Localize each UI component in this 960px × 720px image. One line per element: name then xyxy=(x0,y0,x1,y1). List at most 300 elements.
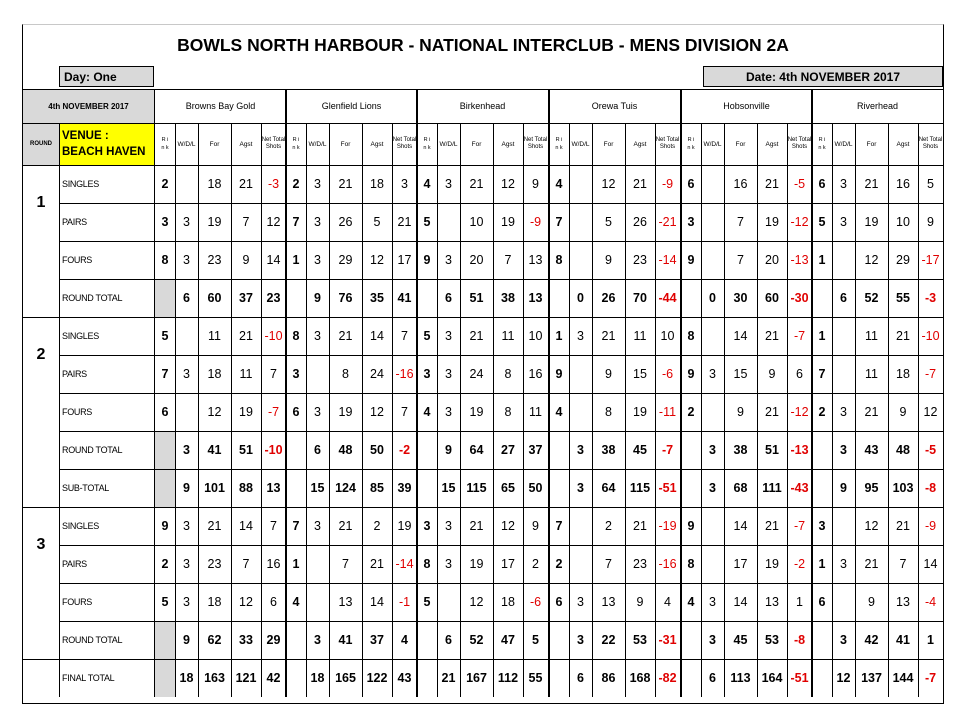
cell-wdl xyxy=(569,507,592,545)
cell-rink xyxy=(812,431,832,469)
cell-agst: 38 xyxy=(501,291,515,305)
cell-net-shots: -43 xyxy=(790,481,809,495)
round-number: 3 xyxy=(36,536,46,553)
cell-for: 51 xyxy=(469,291,484,305)
cell-wdl: 9 xyxy=(445,443,452,457)
cell-wdl: 0 xyxy=(709,291,716,305)
cell-for: 21 xyxy=(601,329,616,343)
cell-agst: 14 xyxy=(370,595,384,609)
row-label: FOURS xyxy=(62,255,93,265)
cell-agst: 47 xyxy=(501,633,515,647)
cell-agst: 19 xyxy=(501,215,515,229)
grid-line xyxy=(523,123,524,697)
cell-rink: 6 xyxy=(687,177,695,191)
cell-rink xyxy=(155,659,175,697)
col-header-for: For xyxy=(471,140,482,148)
cell-for: 11 xyxy=(865,329,878,343)
cell-for: 163 xyxy=(204,671,225,685)
cell-net-shots: -51 xyxy=(790,671,809,685)
cell-net-shots: 14 xyxy=(923,557,938,571)
cell-for: 113 xyxy=(730,671,751,685)
cell-for: 41 xyxy=(338,633,353,647)
cell-agst: 12 xyxy=(501,177,515,191)
cell-agst: 18 xyxy=(501,595,515,609)
cell-agst: 15 xyxy=(633,367,647,381)
cell-agst: 37 xyxy=(370,633,384,647)
cell-net-shots: -5 xyxy=(924,443,937,457)
cell-for: 18 xyxy=(207,595,222,609)
grid-line xyxy=(680,89,682,697)
cell-net-shots: 16 xyxy=(266,557,281,571)
cell-wdl xyxy=(832,241,855,279)
cell-for: 21 xyxy=(864,557,879,571)
cell-rink: 3 xyxy=(292,367,300,381)
cell-net-shots: -4 xyxy=(924,595,937,609)
cell-agst: 16 xyxy=(896,177,910,191)
cell-for: 21 xyxy=(207,519,222,533)
cell-wdl: 6 xyxy=(445,291,452,305)
cell-for: 60 xyxy=(207,291,222,305)
cell-rink: 3 xyxy=(423,519,431,533)
grid-line xyxy=(888,123,889,697)
cell-agst: 37 xyxy=(239,291,253,305)
cell-for: 43 xyxy=(864,443,879,457)
cell-net-shots: -7 xyxy=(661,443,674,457)
cell-agst: 21 xyxy=(765,405,779,419)
cell-agst: 7 xyxy=(899,557,907,571)
row-label: ROUND TOTAL xyxy=(62,293,123,303)
cell-agst: 53 xyxy=(765,633,779,647)
cell-wdl: 3 xyxy=(709,367,716,381)
venue-line-2: BEACH HAVEN xyxy=(62,146,146,158)
col-header-for: For xyxy=(209,140,220,148)
cell-net-shots: -5 xyxy=(793,177,806,191)
cell-for: 18 xyxy=(207,177,222,191)
cell-rink: 1 xyxy=(292,253,300,267)
cell-for: 19 xyxy=(338,405,353,419)
cell-for: 64 xyxy=(469,443,484,457)
cell-agst: 17 xyxy=(501,557,515,571)
cell-for: 24 xyxy=(469,367,484,381)
date-row-label: 4th NOVEMBER 2017 xyxy=(23,89,154,123)
cell-wdl: 3 xyxy=(445,519,452,533)
club-name: Riverhead xyxy=(856,101,899,111)
cell-net-shots: 42 xyxy=(266,671,281,685)
cell-for: 8 xyxy=(342,367,349,381)
cell-agst: 51 xyxy=(239,443,253,457)
row-label: SINGLES xyxy=(62,331,99,341)
cell-net-shots: -10 xyxy=(264,329,283,343)
cell-wdl: 3 xyxy=(445,557,452,571)
cell-rink xyxy=(549,621,569,659)
col-header-rink: R i n k xyxy=(687,137,695,151)
cell-for: 19 xyxy=(469,405,484,419)
cell-for: 62 xyxy=(207,633,222,647)
cell-rink: 8 xyxy=(292,329,300,343)
cell-wdl: 3 xyxy=(840,215,847,229)
cell-agst: 168 xyxy=(629,671,651,685)
cell-agst: 7 xyxy=(504,253,512,267)
cell-rink xyxy=(417,279,437,317)
cell-rink: 4 xyxy=(555,405,563,419)
cell-for: 21 xyxy=(338,177,353,191)
cell-rink: 5 xyxy=(161,595,169,609)
cell-agst: 11 xyxy=(633,329,647,343)
cell-agst: 12 xyxy=(370,253,384,267)
cell-wdl: 3 xyxy=(183,215,190,229)
cell-wdl: 9 xyxy=(314,291,321,305)
cell-rink: 7 xyxy=(818,367,826,381)
cell-wdl xyxy=(569,241,592,279)
cell-net-shots: -2 xyxy=(793,557,806,571)
cell-net-shots: 5 xyxy=(927,177,934,191)
day-label: Day: One xyxy=(59,66,154,87)
grid-line xyxy=(569,123,570,697)
cell-net-shots: 12 xyxy=(923,405,938,419)
cell-agst: 19 xyxy=(765,557,779,571)
cell-wdl xyxy=(175,393,198,431)
cell-net-shots: -7 xyxy=(793,329,806,343)
cell-wdl xyxy=(437,203,460,241)
grid-line xyxy=(175,123,176,697)
grid-line xyxy=(392,123,393,697)
cell-agst: 11 xyxy=(501,329,515,343)
grid-line xyxy=(231,123,232,697)
cell-rink: 2 xyxy=(161,557,169,571)
cell-wdl: 12 xyxy=(836,671,851,685)
cell-agst: 21 xyxy=(239,329,253,343)
cell-rink xyxy=(681,469,701,507)
col-header-wdl: W/D/L xyxy=(703,140,722,148)
cell-for: 9 xyxy=(737,405,744,419)
cell-net-shots: -13 xyxy=(790,443,809,457)
cell-for: 21 xyxy=(469,177,484,191)
cell-wdl: 9 xyxy=(183,633,190,647)
cell-rink: 3 xyxy=(818,519,826,533)
cell-rink: 1 xyxy=(818,253,826,267)
cell-wdl xyxy=(569,165,592,203)
cell-agst: 29 xyxy=(896,253,910,267)
grid-line xyxy=(918,123,919,697)
cell-net-shots: -9 xyxy=(924,519,937,533)
cell-net-shots: 37 xyxy=(528,443,543,457)
cell-wdl: 3 xyxy=(314,519,321,533)
cell-agst: 112 xyxy=(497,671,519,685)
cell-for: 15 xyxy=(733,367,748,381)
col-header-rink: R i n k xyxy=(818,137,826,151)
club-name: Orewa Tuis xyxy=(591,101,638,111)
cell-net-shots: 13 xyxy=(266,481,281,495)
cell-agst: 85 xyxy=(370,481,384,495)
row-label: PAIRS xyxy=(62,217,87,227)
cell-rink xyxy=(155,431,175,469)
col-header-rink: R i n k xyxy=(555,137,563,151)
cell-for: 2 xyxy=(605,519,612,533)
cell-for: 137 xyxy=(861,671,882,685)
cell-wdl: 9 xyxy=(183,481,190,495)
cell-rink: 9 xyxy=(555,367,563,381)
cell-rink: 1 xyxy=(818,329,826,343)
cell-wdl xyxy=(832,355,855,393)
cell-agst: 88 xyxy=(239,481,253,495)
col-header-agst: Agst xyxy=(765,140,779,148)
cell-wdl xyxy=(701,241,724,279)
cell-agst: 21 xyxy=(633,519,647,533)
cell-agst: 24 xyxy=(370,367,384,381)
cell-for: 13 xyxy=(338,595,353,609)
cell-agst: 41 xyxy=(896,633,910,647)
cell-wdl: 15 xyxy=(441,481,456,495)
cell-agst: 19 xyxy=(239,405,253,419)
cell-wdl: 9 xyxy=(840,481,847,495)
cell-net-shots: 14 xyxy=(266,253,281,267)
col-header-for: For xyxy=(735,140,746,148)
cell-net-shots: -21 xyxy=(658,215,677,229)
cell-wdl: 3 xyxy=(314,253,321,267)
cell-wdl: 3 xyxy=(445,177,452,191)
venue-line-1: VENUE : xyxy=(62,130,109,142)
cell-rink xyxy=(155,621,175,659)
cell-wdl xyxy=(569,545,592,583)
cell-wdl: 6 xyxy=(314,443,321,457)
cell-agst: 13 xyxy=(765,595,779,609)
col-header-for: For xyxy=(866,140,877,148)
cell-agst: 21 xyxy=(765,177,779,191)
cell-wdl xyxy=(175,165,198,203)
cell-net-shots: 1 xyxy=(927,633,934,647)
cell-wdl: 3 xyxy=(314,215,321,229)
cell-net-shots: 17 xyxy=(397,253,412,267)
cell-agst: 60 xyxy=(765,291,779,305)
cell-net-shots: -12 xyxy=(790,405,809,419)
cell-rink xyxy=(812,659,832,697)
grid-line xyxy=(23,659,943,660)
cell-agst: 103 xyxy=(892,481,914,495)
cell-rink: 2 xyxy=(555,557,563,571)
cell-agst: 21 xyxy=(896,329,910,343)
cell-agst: 65 xyxy=(501,481,515,495)
row-label: SUB-TOTAL xyxy=(62,483,109,493)
cell-for: 14 xyxy=(733,519,748,533)
grid-line xyxy=(855,123,856,697)
cell-agst: 115 xyxy=(629,481,651,495)
grid-line xyxy=(154,89,155,697)
cell-net-shots: -19 xyxy=(658,519,677,533)
cell-for: 11 xyxy=(208,329,221,343)
cell-wdl: 3 xyxy=(445,253,452,267)
cell-rink: 5 xyxy=(423,329,431,343)
row-label: SINGLES xyxy=(62,179,99,189)
col-header-wdl: W/D/L xyxy=(308,140,327,148)
cell-for: 165 xyxy=(335,671,356,685)
cell-wdl xyxy=(306,545,329,583)
cell-agst: 18 xyxy=(370,177,384,191)
cell-agst: 21 xyxy=(765,329,779,343)
club-name: Birkenhead xyxy=(459,101,506,111)
cell-rink xyxy=(417,659,437,697)
cell-agst: 70 xyxy=(633,291,647,305)
cell-for: 7 xyxy=(342,557,349,571)
cell-agst: 19 xyxy=(765,215,779,229)
cell-net-shots: 6 xyxy=(270,595,277,609)
cell-agst: 19 xyxy=(633,405,647,419)
cell-wdl xyxy=(701,393,724,431)
cell-rink: 2 xyxy=(161,177,169,191)
cell-wdl: 3 xyxy=(577,633,584,647)
cell-net-shots: -3 xyxy=(267,177,280,191)
cell-net-shots: -1 xyxy=(398,595,411,609)
cell-agst: 10 xyxy=(896,215,910,229)
cell-rink xyxy=(812,279,832,317)
cell-for: 14 xyxy=(733,595,748,609)
cell-agst: 27 xyxy=(501,443,515,457)
cell-for: 19 xyxy=(864,215,879,229)
cell-net-shots: 12 xyxy=(266,215,281,229)
round-number: 2 xyxy=(36,346,46,363)
cell-agst: 8 xyxy=(504,405,512,419)
row-label: FOURS xyxy=(62,597,93,607)
cell-agst: 121 xyxy=(235,671,257,685)
cell-rink: 5 xyxy=(423,215,431,229)
col-header-rink: R i n k xyxy=(292,137,300,151)
cell-for: 9 xyxy=(605,253,612,267)
cell-net-shots: 41 xyxy=(397,291,412,305)
cell-wdl xyxy=(175,317,198,355)
cell-agst: 164 xyxy=(761,671,783,685)
col-header-net-shots: Net Total Shots xyxy=(392,137,417,150)
col-header-wdl: W/D/L xyxy=(439,140,458,148)
cell-wdl: 3 xyxy=(709,481,716,495)
cell-rink xyxy=(681,431,701,469)
cell-net-shots: 19 xyxy=(397,519,412,533)
cell-net-shots: -7 xyxy=(267,405,280,419)
col-header-net-shots: Net Total Shots xyxy=(787,137,812,150)
cell-rink xyxy=(681,621,701,659)
cell-rink: 6 xyxy=(161,405,169,419)
cell-rink: 1 xyxy=(555,329,563,343)
grid-line xyxy=(362,123,363,697)
cell-net-shots: 43 xyxy=(397,671,412,685)
cell-rink: 5 xyxy=(818,215,826,229)
cell-for: 29 xyxy=(338,253,353,267)
cell-for: 64 xyxy=(601,481,616,495)
grid-line xyxy=(493,123,494,697)
cell-for: 22 xyxy=(601,633,616,647)
col-header-agst: Agst xyxy=(633,140,647,148)
cell-net-shots: 16 xyxy=(528,367,543,381)
cell-net-shots: 21 xyxy=(397,215,412,229)
cell-for: 8 xyxy=(605,405,612,419)
cell-for: 42 xyxy=(864,633,879,647)
cell-rink xyxy=(549,659,569,697)
cell-rink: 7 xyxy=(555,519,563,533)
cell-rink: 6 xyxy=(292,405,300,419)
cell-agst: 13 xyxy=(896,595,910,609)
cell-wdl: 6 xyxy=(709,671,716,685)
cell-wdl: 3 xyxy=(577,329,584,343)
cell-agst: 21 xyxy=(370,557,384,571)
cell-agst: 21 xyxy=(896,519,910,533)
cell-agst: 7 xyxy=(242,557,250,571)
cell-agst: 14 xyxy=(239,519,253,533)
cell-net-shots: 7 xyxy=(270,367,277,381)
cell-net-shots: -12 xyxy=(790,215,809,229)
cell-for: 19 xyxy=(469,557,484,571)
cell-for: 21 xyxy=(338,329,353,343)
cell-rink: 4 xyxy=(292,595,300,609)
row-label: ROUND TOTAL xyxy=(62,445,123,455)
col-header-wdl: W/D/L xyxy=(834,140,853,148)
grid-line xyxy=(655,123,656,697)
cell-agst: 12 xyxy=(239,595,253,609)
cell-net-shots: 4 xyxy=(401,633,408,647)
cell-net-shots: 7 xyxy=(401,405,408,419)
cell-rink: 8 xyxy=(687,329,695,343)
cell-for: 76 xyxy=(338,291,353,305)
cell-wdl: 3 xyxy=(183,595,190,609)
cell-rink: 2 xyxy=(292,177,300,191)
cell-for: 30 xyxy=(733,291,748,305)
cell-for: 48 xyxy=(338,443,353,457)
col-header-net-shots: Net Total Shots xyxy=(918,137,943,150)
cell-for: 18 xyxy=(207,367,222,381)
cell-rink xyxy=(286,621,306,659)
cell-for: 21 xyxy=(338,519,353,533)
cell-net-shots: -51 xyxy=(658,481,677,495)
cell-rink xyxy=(549,469,569,507)
cell-wdl: 3 xyxy=(709,443,716,457)
cell-rink: 8 xyxy=(423,557,431,571)
cell-rink: 8 xyxy=(555,253,563,267)
club-name: Browns Bay Gold xyxy=(185,101,256,111)
cell-rink: 8 xyxy=(687,557,695,571)
grid-line xyxy=(787,123,788,697)
cell-net-shots: -17 xyxy=(921,253,940,267)
cell-wdl xyxy=(701,165,724,203)
cell-for: 12 xyxy=(864,253,879,267)
cell-net-shots: -30 xyxy=(790,291,809,305)
col-header-agst: Agst xyxy=(370,140,384,148)
grid-line xyxy=(261,123,262,697)
cell-wdl: 0 xyxy=(577,291,584,305)
cell-net-shots: -9 xyxy=(529,215,542,229)
cell-net-shots: 3 xyxy=(401,177,408,191)
row-label: FINAL TOTAL xyxy=(62,673,115,683)
col-header-for: For xyxy=(603,140,614,148)
cell-wdl: 3 xyxy=(840,443,847,457)
cell-for: 12 xyxy=(207,405,222,419)
cell-for: 9 xyxy=(605,367,612,381)
cell-wdl: 6 xyxy=(577,671,584,685)
cell-wdl: 18 xyxy=(179,671,194,685)
grid-line xyxy=(460,123,461,697)
cell-agst: 111 xyxy=(762,481,782,495)
col-header-net-shots: Net Total Shots xyxy=(655,137,680,150)
cell-for: 95 xyxy=(864,481,879,495)
cell-rink: 7 xyxy=(161,367,169,381)
cell-for: 68 xyxy=(733,481,748,495)
cell-rink xyxy=(155,279,175,317)
cell-rink: 2 xyxy=(818,405,826,419)
cell-net-shots: -2 xyxy=(398,443,411,457)
col-header-for: For xyxy=(340,140,351,148)
cell-net-shots: 55 xyxy=(528,671,543,685)
grid-line xyxy=(23,165,943,166)
cell-wdl xyxy=(832,583,855,621)
row-label: ROUND TOTAL xyxy=(62,635,123,645)
cell-net-shots: -3 xyxy=(924,291,937,305)
cell-agst: 21 xyxy=(239,177,253,191)
